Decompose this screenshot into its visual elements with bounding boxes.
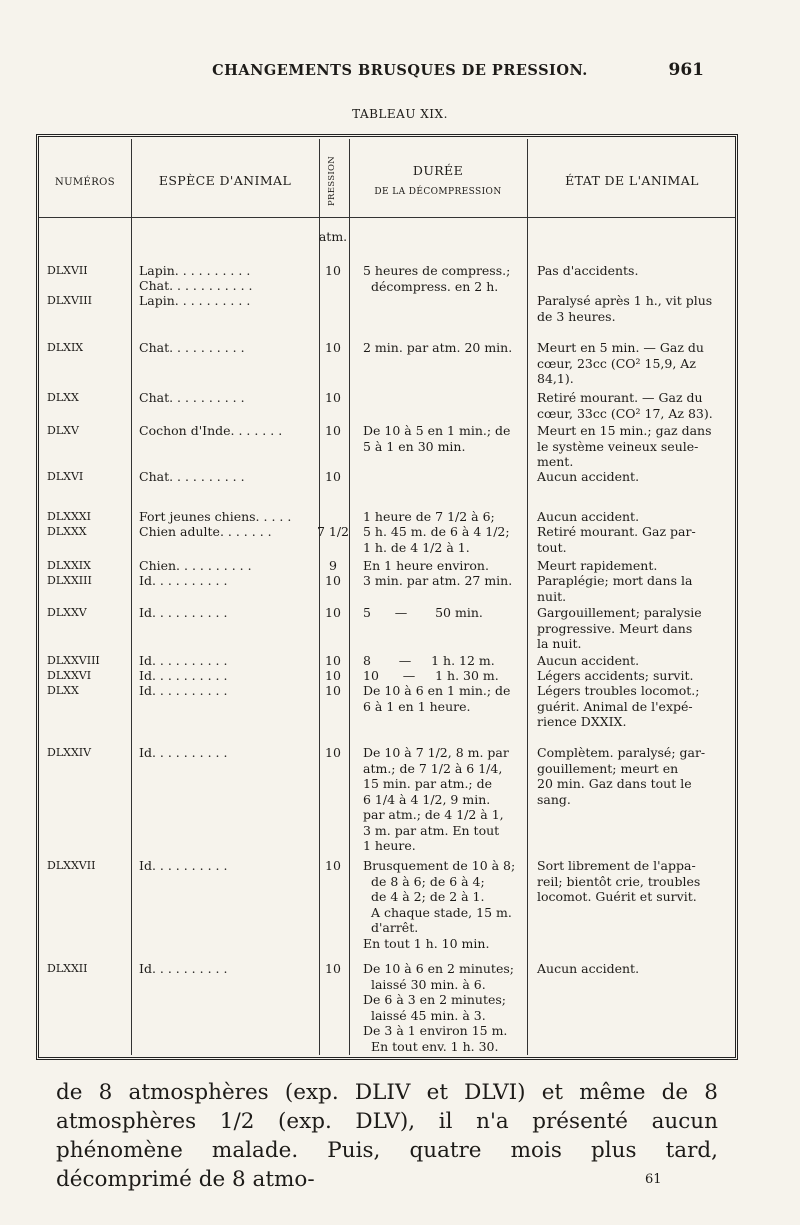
row-species: Id. . . . . . . . . . (139, 668, 228, 683)
row-pressure: 10 (325, 469, 341, 484)
row-duration: 2 min. par atm. 20 min. (363, 340, 513, 355)
row-state: Aucun accident. (537, 509, 640, 524)
row-state: Gargouillement; paralysie progressive. Meurt dans la nuit. (537, 605, 702, 651)
row-species: Lapin. . . . . . . . . . (139, 263, 251, 278)
table-title: TABLEAU XIX. (352, 107, 448, 121)
column-divider (527, 139, 528, 1055)
row-duration: 5 — 50 min. (363, 605, 483, 620)
row-species: Lapin. . . . . . . . . . (139, 293, 251, 308)
col-header-duree-sub: DE LA DÉCOMPRESSION (374, 187, 502, 197)
row-state: Retiré mourant. Gaz par- tout. (537, 524, 696, 555)
body-paragraph: de 8 atmosphères (exp. DLIV et DLVI) et même de 8 atmosphères 1/2 (exp. DLV), il n'a présenté aucun phénomène malade. Puis, quatre mois plus tard, décomprimé de 8 atmo- (56, 1080, 718, 1192)
row-number: DLXV (47, 424, 79, 437)
row-state: Aucun accident. (537, 653, 640, 668)
row-duration: De 10 à 6 en 2 minutes; laissé 30 min. à 6. De 6 à 3 en 2 minutes; laissé 45 min. à 3. De 3 à 1 environ 15 m. En tout env. 1 h. 30. (363, 961, 514, 1054)
row-pressure: 9 (329, 558, 337, 573)
row-pressure: 7 1/2 (316, 524, 350, 539)
row-duration: 5 h. 45 m. de 6 à 4 1/2; 1 h. de 4 1/2 à 1. (363, 524, 510, 555)
row-species: Id. . . . . . . . . . (139, 653, 228, 668)
row-pressure: 10 (325, 858, 341, 873)
row-number: DLXX (47, 391, 79, 404)
col-header-etat: ÉTAT DE L'ANIMAL (565, 173, 699, 188)
row-duration: 5 heures de compress.; décompress. en 2 h. (363, 263, 511, 294)
row-state: Sort librement de l'appa- reil; bientôt crie, troubles locomot. Guérit et survit. (537, 858, 701, 904)
row-number: DLXXIV (47, 746, 92, 759)
row-pressure: 10 (325, 653, 341, 668)
row-species: Chat. . . . . . . . . . (139, 390, 245, 405)
row-duration: 10 — 1 h. 30 m. (363, 668, 499, 683)
row-duration: En 1 heure environ. (363, 558, 489, 573)
row-state: Aucun accident. (537, 469, 640, 484)
row-number: DLXXVII (47, 859, 96, 872)
page-number: 961 (668, 60, 704, 80)
row-pressure: 10 (325, 573, 341, 588)
row-state: Paraplégie; mort dans la nuit. (537, 573, 693, 604)
row-state: Meurt en 5 min. — Gaz du cœur, 23cc (CO² 15,9, Az 84,1). (537, 340, 704, 386)
row-state: Meurt en 15 min.; gaz dans le système veineux seule- ment. (537, 423, 712, 469)
row-number: DLXX (47, 684, 79, 697)
col-header-pression: PRESSION (327, 156, 337, 206)
row-duration: 1 heure de 7 1/2 à 6; (363, 509, 495, 524)
pression-unit: atm. (318, 229, 348, 244)
row-number: DLXIX (47, 341, 84, 354)
row-state: Légers troubles locomot.; guérit. Animal de l'expé- rience DXXIX. (537, 683, 700, 729)
row-number: DLXXIII (47, 574, 92, 587)
row-state: Complètem. paralysé; gar- gouillement; meurt en 20 min. Gaz dans tout le sang. (537, 745, 706, 807)
row-pressure: 10 (325, 745, 341, 760)
data-table (36, 134, 738, 1060)
row-species: Id. . . . . . . . . . (139, 745, 228, 760)
row-pressure: 10 (325, 668, 341, 683)
row-pressure: 10 (325, 263, 341, 278)
row-species: Chien adulte. . . . . . . (139, 524, 272, 539)
row-pressure: 10 (325, 683, 341, 698)
row-species: Chat. . . . . . . . . . (139, 469, 245, 484)
row-number: DLXVI (47, 470, 84, 483)
row-species: Id. . . . . . . . . . (139, 961, 228, 976)
row-number: DLXXVIII (47, 654, 100, 667)
col-header-numeros: NUMÉROS (54, 177, 116, 188)
row-pressure: 10 (325, 423, 341, 438)
row-species: Id. . . . . . . . . . (139, 683, 228, 698)
row-number: DLXVII (47, 264, 88, 277)
row-duration: 8 — 1 h. 12 m. (363, 653, 495, 668)
row-state: Paralysé après 1 h., vit plus de 3 heures. (537, 293, 713, 324)
row-duration: Brusquement de 10 à 8; de 8 à 6; de 6 à 4; de 4 à 2; de 2 à 1. A chaque stade, 15 m. d'arrêt. En tout 1 h. 10 min. (363, 858, 516, 951)
row-number: DLXXII (47, 962, 88, 975)
row-pressure: 10 (325, 961, 341, 976)
row-duration: 3 min. par atm. 27 min. (363, 573, 513, 588)
row-pressure: 10 (325, 340, 341, 355)
signature-mark: 61 (645, 1172, 662, 1187)
col-header-duree: DURÉE (412, 163, 464, 178)
row-species: Cochon d'Inde. . . . . . . (139, 423, 283, 438)
row-duration: De 10 à 5 en 1 min.; de 5 à 1 en 30 min. (363, 423, 511, 454)
row-state: Meurt rapidement. (537, 558, 658, 573)
col-header-espece: ESPÈCE D'ANIMAL (158, 173, 292, 188)
row-species: Chat. . . . . . . . . . (139, 340, 245, 355)
row-species: Id. . . . . . . . . . (139, 605, 228, 620)
row-pressure: 10 (325, 390, 341, 405)
row-number: DLXXIX (47, 559, 91, 572)
row-species: Chien. . . . . . . . . . (139, 558, 252, 573)
row-pressure: 10 (325, 605, 341, 620)
row-state: Pas d'accidents. (537, 263, 639, 278)
row-state: Aucun accident. (537, 961, 640, 976)
row-species: Id. . . . . . . . . . (139, 858, 228, 873)
row-duration: De 10 à 6 en 1 min.; de 6 à 1 en 1 heure. (363, 683, 511, 714)
header-rule (39, 217, 735, 218)
row-number: DLXXXI (47, 510, 91, 523)
row-duration: De 10 à 7 1/2, 8 m. par atm.; de 7 1/2 à 6 1/4, 15 min. par atm.; de 6 1/4 à 4 1/2, 9 min. par atm.; de 4 1/2 à 1, 3 m. par atm. En tout 1 heure. (363, 745, 509, 853)
row-state: Légers accidents; survit. (537, 668, 694, 683)
running-title: CHANGEMENTS BRUSQUES DE PRESSION. (212, 62, 588, 79)
row-number: DLXXVI (47, 669, 92, 682)
row-state: Retiré mourant. — Gaz du cœur, 33cc (CO² 17, Az 83). (537, 390, 713, 421)
row-number: DLXXV (47, 606, 87, 619)
row-number: DLXXX (47, 525, 87, 538)
row-species: Fort jeunes chiens. . . . . (139, 509, 292, 524)
row-species: Id. . . . . . . . . . (139, 573, 228, 588)
row-species: Chat. . . . . . . . . . . (139, 278, 253, 293)
row-number: DLXVIII (47, 294, 92, 307)
